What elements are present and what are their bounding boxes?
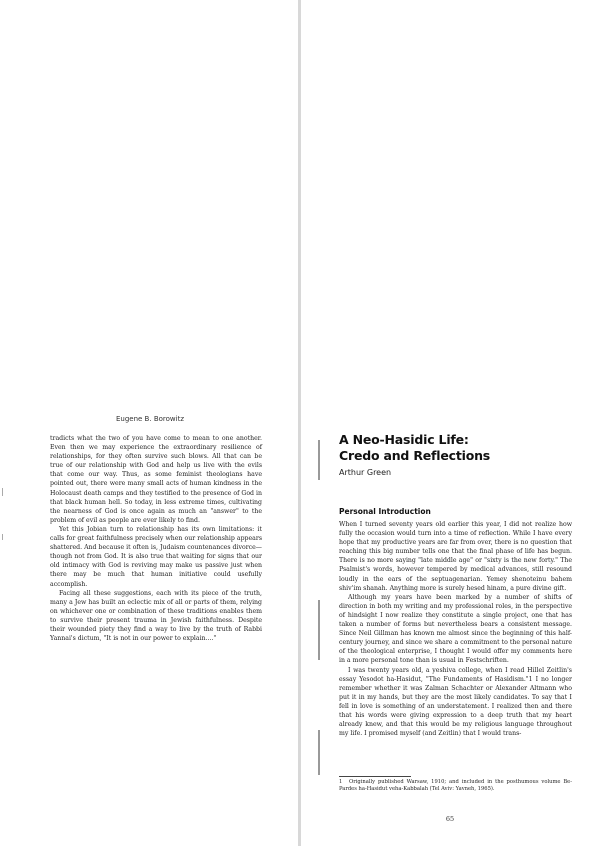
paragraph: Facing all these suggestions, each with its piece of the truth, many a Jew has built an eclectic mix of all or parts of them, relying on whichever one or combination of these traditions enables them to survive their present trauma in Jewish faithfulness. Despite their wounded piety they find a way to live by the truth of Rabbi Yannai's dictum, "It is not in our power to explain...." <box>50 589 262 643</box>
paragraph: tradicts what the two of you have come to mean to one another. Even then we may experience the extraordinary resilience of relationships, for they often survive such blows. All that can be true of our relationship with God and help us live with the evils that come our way. Thus, as some feminist theologians have pointed out, there were many small acts of human kindness in the Holocaust death camps and they testified to the presence of God in that black human hell. So today, in less extreme times, cultivating the nearness of God is once again as much an "answer" to the problem of evil as people are ever likely to find. <box>50 435 262 524</box>
author-name: Arthur Green <box>339 468 392 477</box>
running-head: Eugene B. Borowitz <box>115 415 184 423</box>
paragraph: Yet this Jobian turn to relationship has its own limitations: it calls for great faithfulness precisely when our relationship appears shattered. And because it often is, Judaism countenances divorce—though not from God. It is also true that waiting for signs that our old intimacy with God is reviving may make us passive just when there may be much that human initiative could usefully accomplish. <box>50 525 262 588</box>
page-number: 65 <box>445 815 455 823</box>
margin-mark <box>318 440 320 480</box>
paragraph: I was twenty years old, a yeshiva college, when I read Hillel Zeitlin's essay Yesodot ha-Hasidut, "The Fundaments of Hasidism."1 I no longer remember whether it was Zalman Schachter or Alexander Altmann who put it in my hands, but they are the most likely candidates. To say that I fell in love is something of an understatement. I realized then and there that his words were giving expression to a deep truth that my heart already knew, and that this would be my religious language throughout my life. I promised myself (and Zeitlin) that I would trans- <box>339 666 572 738</box>
left-body-text <box>50 434 262 643</box>
section-heading: Personal Introduction <box>339 507 431 516</box>
right-body-text <box>339 520 572 738</box>
chapter-title <box>339 432 569 464</box>
margin-mark <box>2 534 3 540</box>
chapter-title-line: Credo and Reflections <box>339 448 491 463</box>
margin-mark <box>2 488 3 496</box>
footnote <box>339 779 572 794</box>
margin-mark <box>318 730 320 775</box>
footnote-rule <box>339 776 411 777</box>
chapter-title-line: A Neo-Hasidic Life: <box>339 432 469 447</box>
paragraph: When I turned seventy years old earlier this year, I did not realize how fully the occasion would turn into a time of reflection. While I have every hope that my productive years are far from over, there is no question that reaching this big number tells one that the final phase of life has begun. There is no more saying "late middle age" or "sixty is the new forty." The Psalmist's words, however tempered by medical advances, still resound loudly in the ears of the septuagenarian. Yemey shenoteinu bahem shiv'im shanah. Anything more is surely hesed hinam, a pure divine gift. <box>339 521 572 592</box>
footnote-text: Originally published Warsaw, 1910; and included in the posthumous volume Be-Pardes ha-Hasidut veha-Kabbalah (Tel Aviv: Yavneh, 1965). <box>339 779 572 793</box>
margin-mark <box>318 600 320 660</box>
footnote-number: 1 <box>339 779 343 785</box>
paragraph: Although my years have been marked by a number of shifts of direction in both my writing and my professional roles, in the perspective of hindsight I now realize they constitute a single project, one that has taken a number of forms but nevertheless bears a consistent message. Since Neil Gillman has known me almost since the beginning of this half-century journey, and since we share a commitment to the personal nature of the theological enterprise, I thought I would offer my comments here in a more personal tone than is usual in Festschriften. <box>339 593 572 665</box>
